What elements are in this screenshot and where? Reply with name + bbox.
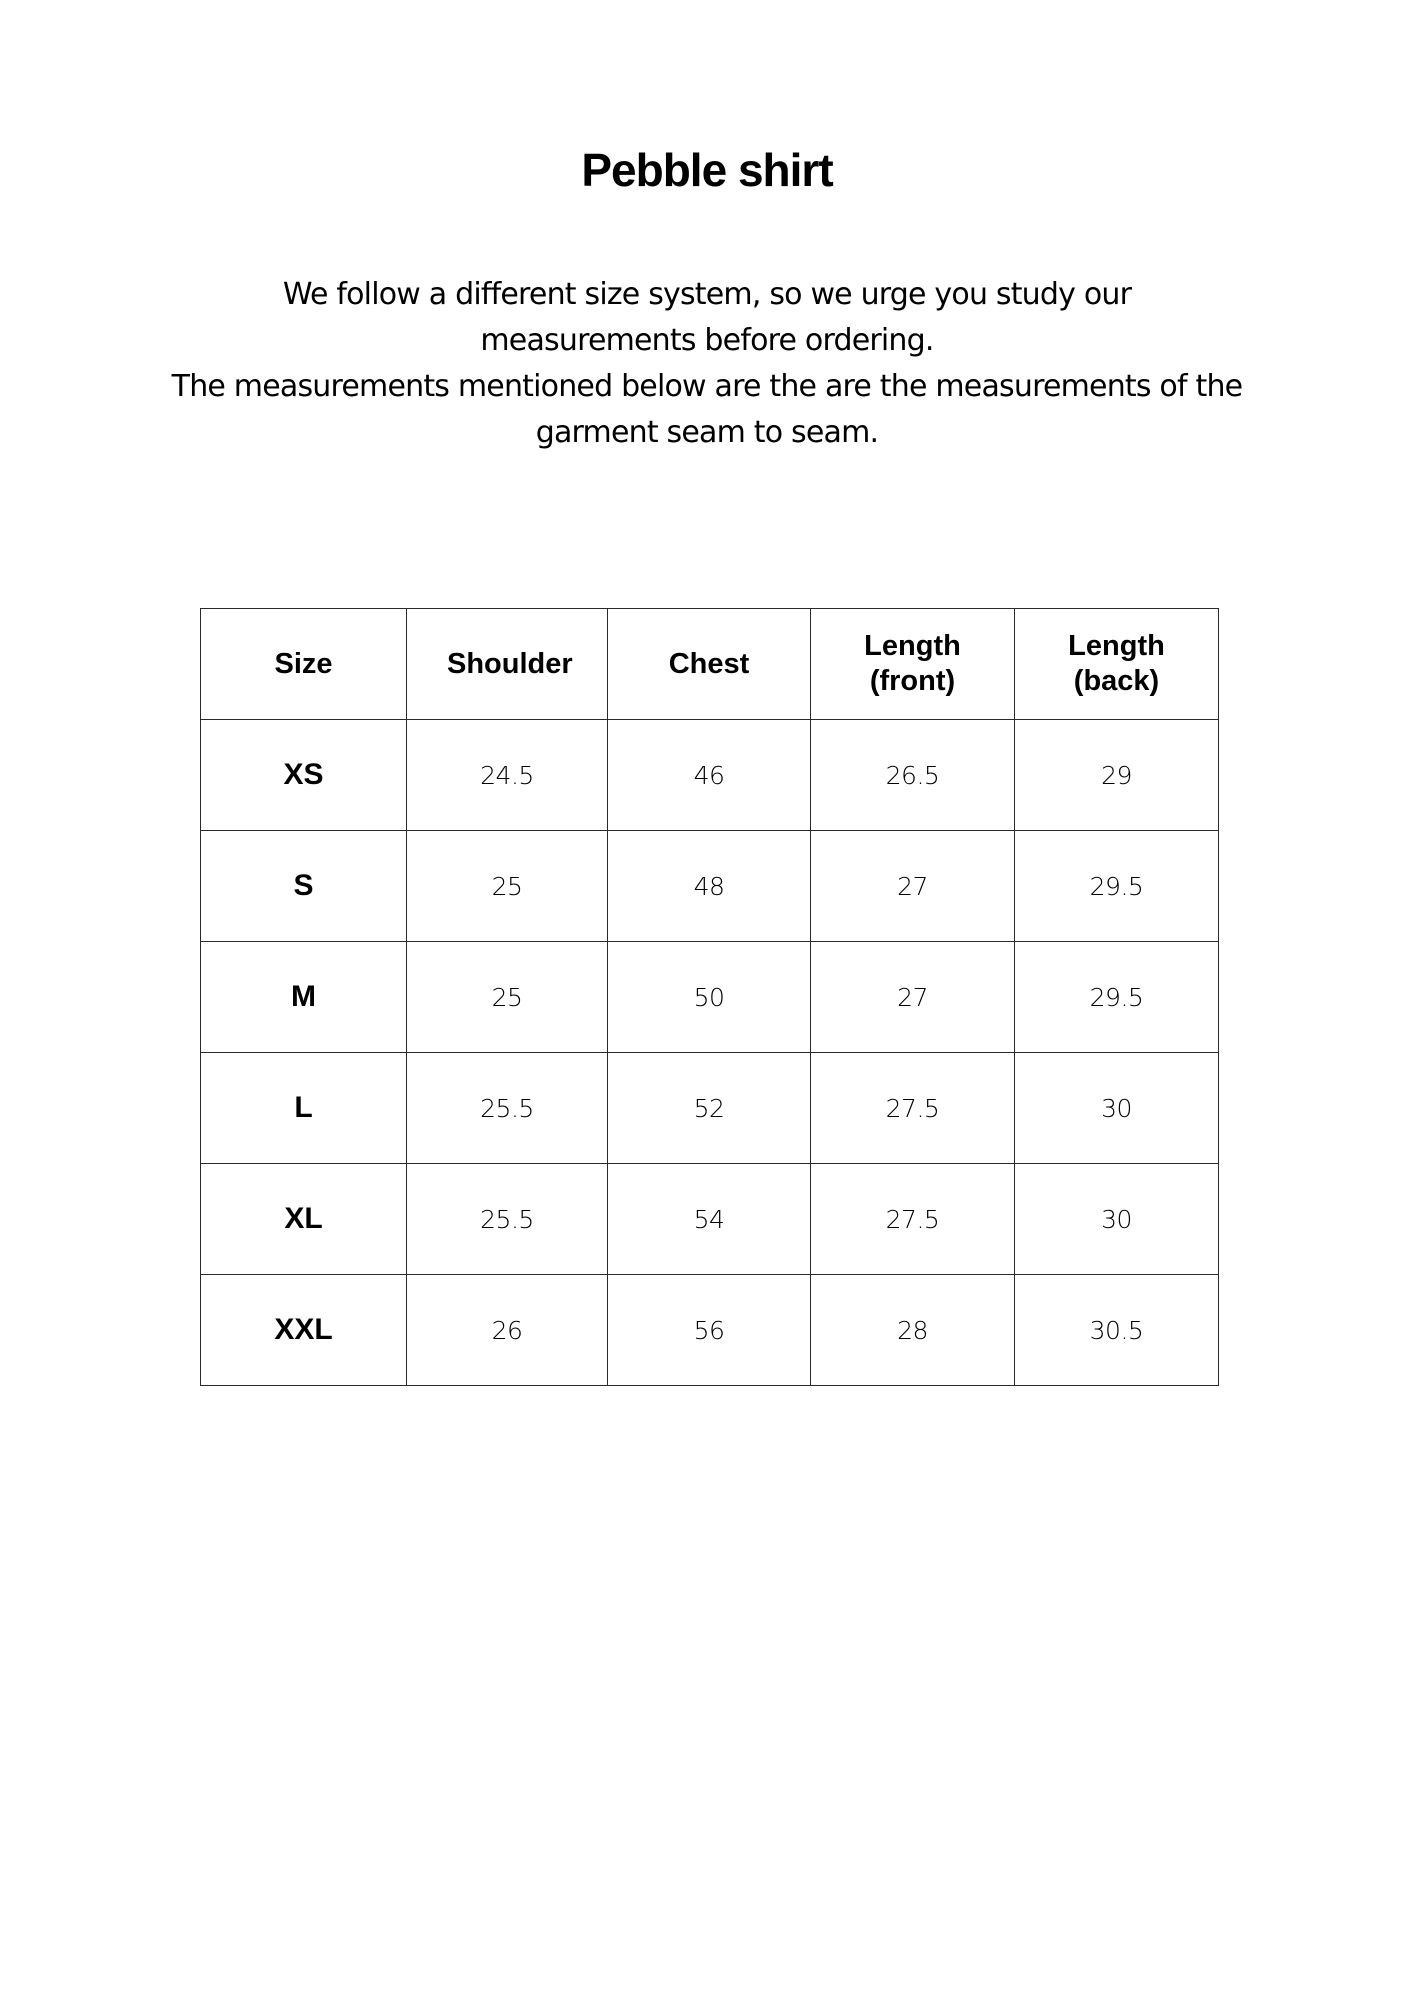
length-front-cell: 27: [811, 831, 1015, 942]
size-cell: L: [201, 1053, 407, 1164]
page-title: Pebble shirt: [581, 144, 833, 196]
header-shoulder: Shoulder: [407, 609, 608, 720]
intro-line-2: The measurements mentioned below are the are the measurements of the garment seam to seam.: [171, 369, 1243, 450]
shoulder-cell: 25.5: [407, 1164, 608, 1275]
chest-cell: 56: [608, 1275, 811, 1386]
shoulder-cell: 26: [407, 1275, 608, 1386]
length-front-cell: 26.5: [811, 720, 1015, 831]
table-row: [201, 831, 1219, 942]
table-row: [201, 720, 1219, 831]
size-cell: XXL: [201, 1275, 407, 1386]
size-cell: XS: [201, 720, 407, 831]
length-front-cell: 27.5: [811, 1053, 1015, 1164]
intro-line-1: We follow a different size system, so we urge you study our measurements before ordering.: [282, 277, 1132, 358]
length-front-cell: 27.5: [811, 1164, 1015, 1275]
header-length-back: Length (back): [1015, 609, 1219, 720]
shoulder-cell: 25: [407, 831, 608, 942]
length-front-cell: 27: [811, 942, 1015, 1053]
size-chart-table: [200, 608, 1219, 1386]
chest-cell: 52: [608, 1053, 811, 1164]
size-cell: M: [201, 942, 407, 1053]
table-header-row: [201, 609, 1219, 720]
header-chest: Chest: [608, 609, 811, 720]
length-back-cell: 30.5: [1015, 1275, 1219, 1386]
table-row: [201, 1053, 1219, 1164]
length-back-cell: 30: [1015, 1053, 1219, 1164]
shoulder-cell: 25: [407, 942, 608, 1053]
chest-cell: 50: [608, 942, 811, 1053]
chest-cell: 48: [608, 831, 811, 942]
length-back-cell: 30: [1015, 1164, 1219, 1275]
header-size: Size: [201, 609, 407, 720]
length-back-cell: 29.5: [1015, 831, 1219, 942]
shoulder-cell: 25.5: [407, 1053, 608, 1164]
chest-cell: 46: [608, 720, 811, 831]
length-front-cell: 28: [811, 1275, 1015, 1386]
header-length-front: Length (front): [811, 609, 1015, 720]
intro-text: [150, 272, 1264, 456]
length-back-cell: 29: [1015, 720, 1219, 831]
table-row: [201, 1275, 1219, 1386]
table-row: [201, 1164, 1219, 1275]
chest-cell: 54: [608, 1164, 811, 1275]
size-cell: S: [201, 831, 407, 942]
table-row: [201, 942, 1219, 1053]
length-back-cell: 29.5: [1015, 942, 1219, 1053]
size-cell: XL: [201, 1164, 407, 1275]
shoulder-cell: 24.5: [407, 720, 608, 831]
